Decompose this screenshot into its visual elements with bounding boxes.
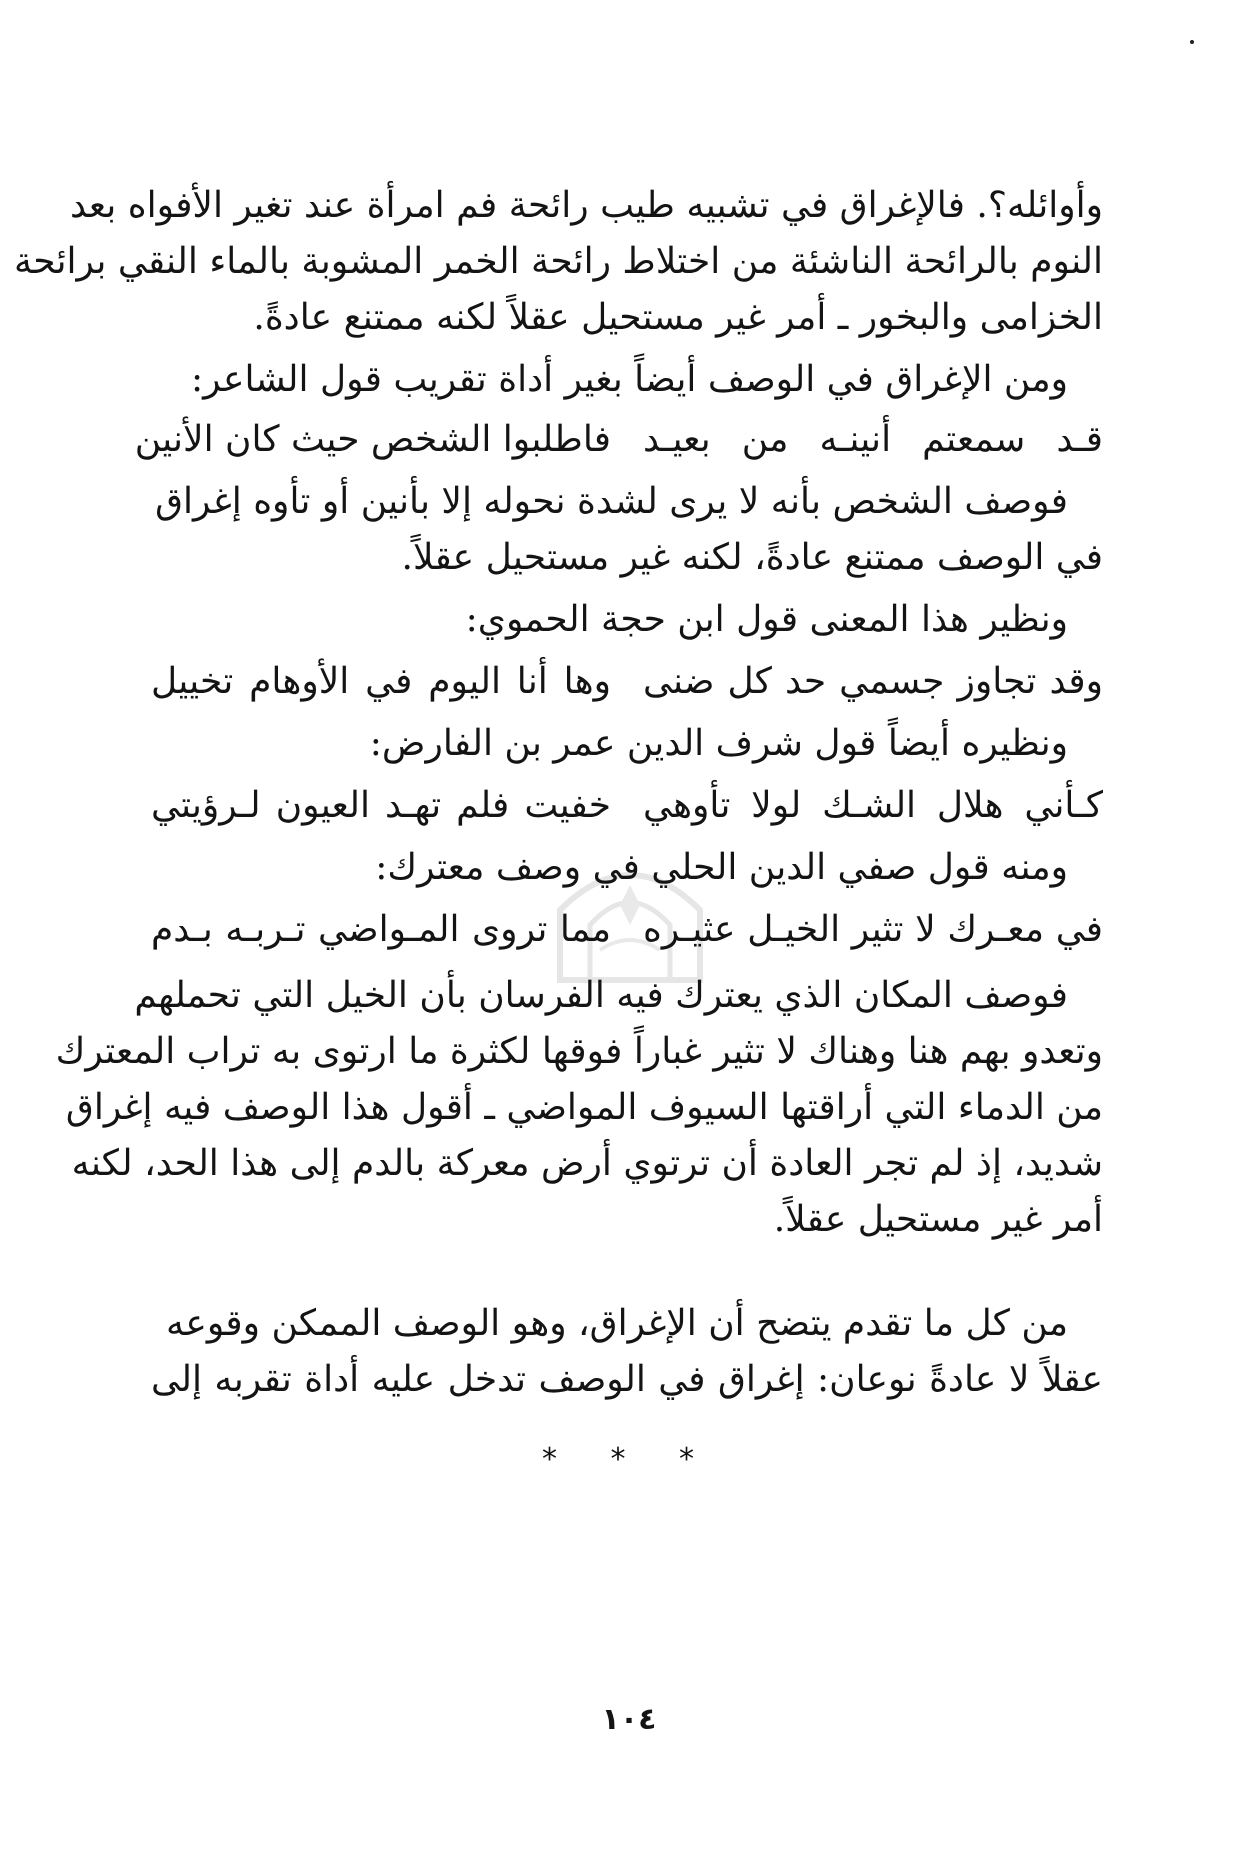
poetry-verse xyxy=(151,654,1103,710)
paragraph-line: فوصف الشخص بأنه لا يرى لشدة نحوله إلا بأنين أو تأوه إغراق xyxy=(155,481,1068,522)
page-number: ١٠٤ xyxy=(601,1702,657,1737)
verse-first-hemistich: قـد سمعتم أنينـه من بعيـد xyxy=(643,419,1103,460)
poetry-verse xyxy=(151,778,1103,834)
paragraph-line: من كل ما تقدم يتضح أن الإغراق، وهو الوصف الممكن وقوعه xyxy=(166,1303,1068,1344)
paragraph-line: الخزامى والبخور ـ أمر غير مستحيل عقلاً لكنه ممتنع عادةً. xyxy=(253,297,1103,338)
verse-first-hemistich: وقد تجاوز جسمي حد كل ضنى xyxy=(643,661,1103,702)
verse-first-hemistich: في معـرك لا تثير الخيـل عثيـره xyxy=(643,909,1103,950)
paragraph-line: في الوصف ممتنع عادةً، لكنه غير مستحيل عقلاً. xyxy=(401,537,1103,578)
paragraph-line: شديد، إذ لم تجر العادة أن ترتوي أرض معركة بالدم إلى هذا الحد، لكنه xyxy=(71,1143,1103,1184)
paragraph-line: فوصف المكان الذي يعترك فيه الفرسان بأن الخيل التي تحملهم xyxy=(134,975,1068,1016)
verse-first-hemistich: كـأني هلال الشـك لولا تأوهي xyxy=(643,785,1103,826)
poetry-verse xyxy=(151,902,1103,958)
intro-line: ومن الإغراق في الوصف أيضاً بغير أداة تقريب قول الشاعر: xyxy=(190,359,1068,400)
paragraph-line: النوم بالرائحة الناشئة من اختلاط رائحة الخمر المشوبة بالماء النقي برائحة xyxy=(13,241,1103,282)
paragraph-line: أمر غير مستحيل عقلاً. xyxy=(773,1199,1103,1240)
verse-second-hemistich: وها أنا اليوم في الأوهام تخييل xyxy=(151,661,611,702)
verse-second-hemistich: مما تروى المـواضي تـربـه بـدم xyxy=(151,909,611,950)
intro-line: ونظيره أيضاً قول شرف الدين عمر بن الفارض: xyxy=(369,723,1068,764)
paragraph-line: من الدماء التي أراقتها السيوف المواضي ـ أقول هذا الوصف فيه إغراق xyxy=(65,1087,1103,1128)
paragraph-line: وأوائله؟. فالإغراق في تشبيه طيب رائحة فم امرأة عند تغير الأفواه بعد xyxy=(70,185,1103,226)
paragraph-line: وتعدو بهم هنا وهناك لا تثير غباراً فوقها لكثرة ما ارتوى به تراب المعترك xyxy=(55,1031,1103,1072)
section-separator: * * * xyxy=(541,1442,717,1477)
verse-second-hemistich: خفيت فلم تهـد العيون لـرؤيتي xyxy=(151,785,611,826)
intro-line: ومنه قول صفي الدين الحلي في وصف معترك: xyxy=(375,847,1068,888)
verse-second-hemistich: فاطلبوا الشخص حيث كان الأنين xyxy=(134,419,611,460)
scan-speck xyxy=(1190,40,1194,44)
paragraph-line: عقلاً لا عادةً نوعان: إغراق في الوصف تدخل عليه أداة تقربه إلى xyxy=(151,1359,1103,1400)
intro-line: ونظير هذا المعنى قول ابن حجة الحموي: xyxy=(465,599,1068,640)
poetry-verse xyxy=(134,412,1103,468)
